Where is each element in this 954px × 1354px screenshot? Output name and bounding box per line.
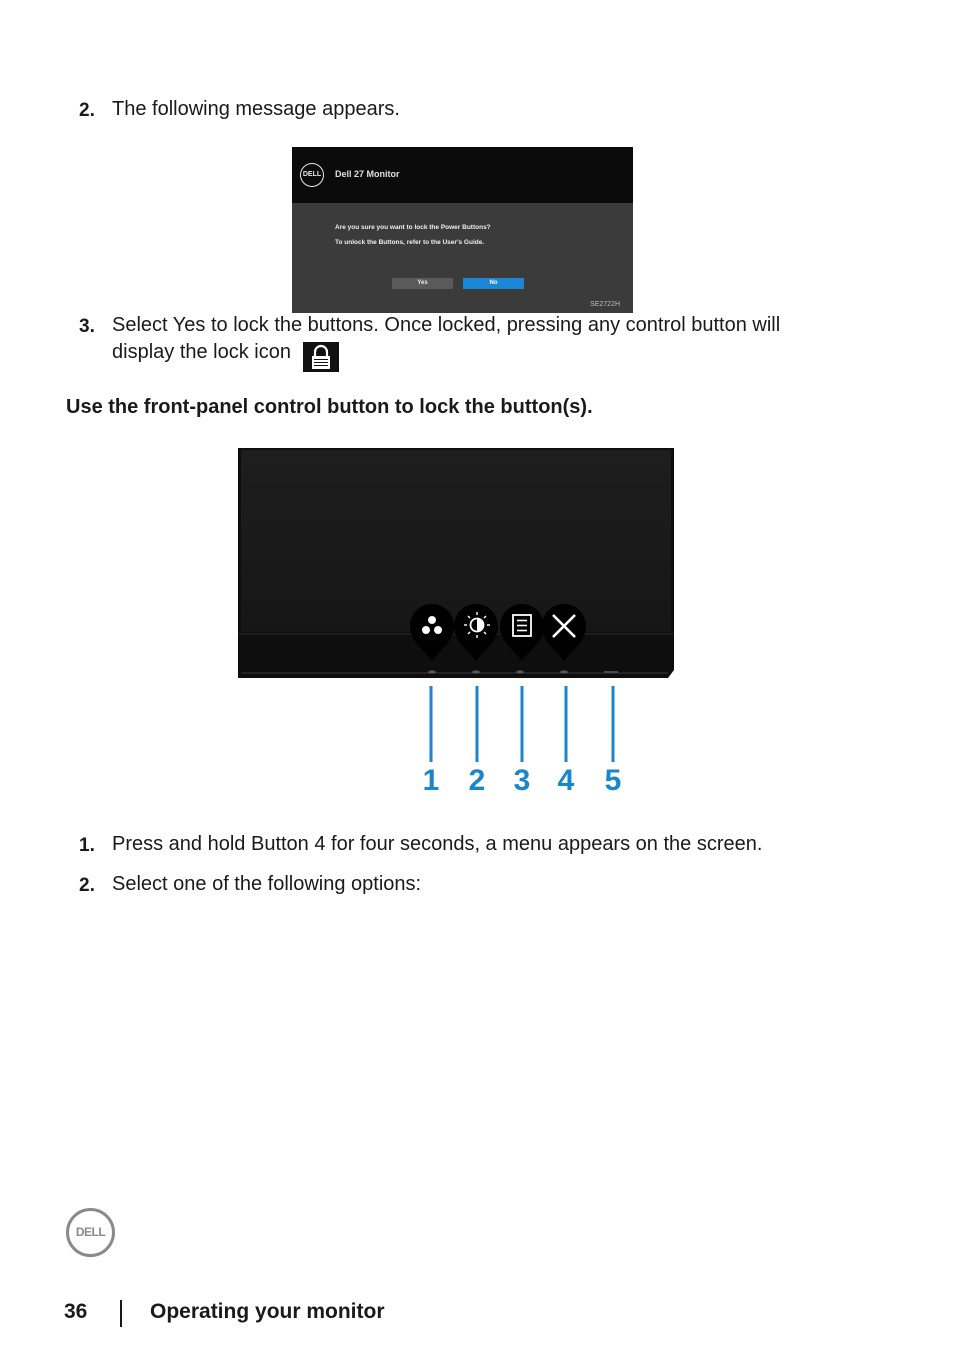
callout-lines	[420, 686, 630, 766]
step-number: 3.	[79, 316, 95, 337]
footer-divider	[120, 1300, 122, 1327]
page-number: 36	[64, 1300, 88, 1323]
step-text-line-1: Select Yes to lock the buttons. Once locked, pressing any control button will	[112, 314, 781, 336]
osd-title: Dell 27 Monitor	[335, 169, 400, 179]
step-number: 2.	[79, 875, 95, 896]
dell-logo-icon: DELL	[300, 163, 324, 187]
step-text: The following message appears.	[112, 98, 400, 120]
step-number: 1.	[79, 835, 95, 856]
osd-message-line-1: Are you sure you want to lock the Power Buttons?	[335, 224, 491, 231]
osd-header	[292, 147, 633, 203]
osd-model-label: SE2722H	[590, 301, 620, 308]
button-number-4: 4	[557, 764, 575, 797]
button-number-5: 5	[604, 764, 622, 797]
step-number: 2.	[79, 100, 95, 121]
osd-yes-button: Yes	[392, 278, 453, 289]
osd-message-line-2: To unlock the Buttons, refer to the User's Guide.	[335, 239, 485, 246]
step-text: Press and hold Button 4 for four seconds, a menu appears on the screen.	[112, 833, 763, 855]
section-title: Operating your monitor	[150, 1300, 385, 1323]
monitor-front-panel-illustration	[238, 448, 676, 680]
osd-lock-dialog-screenshot	[292, 147, 633, 313]
button-number-1: 1	[422, 764, 440, 797]
section-heading: Use the front-panel control button to lock the button(s).	[66, 396, 593, 418]
button-number-3: 3	[513, 764, 531, 797]
step-text: Select one of the following options:	[112, 873, 422, 895]
lock-icon	[303, 342, 339, 372]
button-number-2: 2	[468, 764, 486, 797]
step-text-line-2: display the lock icon	[112, 341, 291, 363]
dell-logo-icon: DELL	[66, 1208, 115, 1257]
osd-no-button: No	[463, 278, 524, 289]
